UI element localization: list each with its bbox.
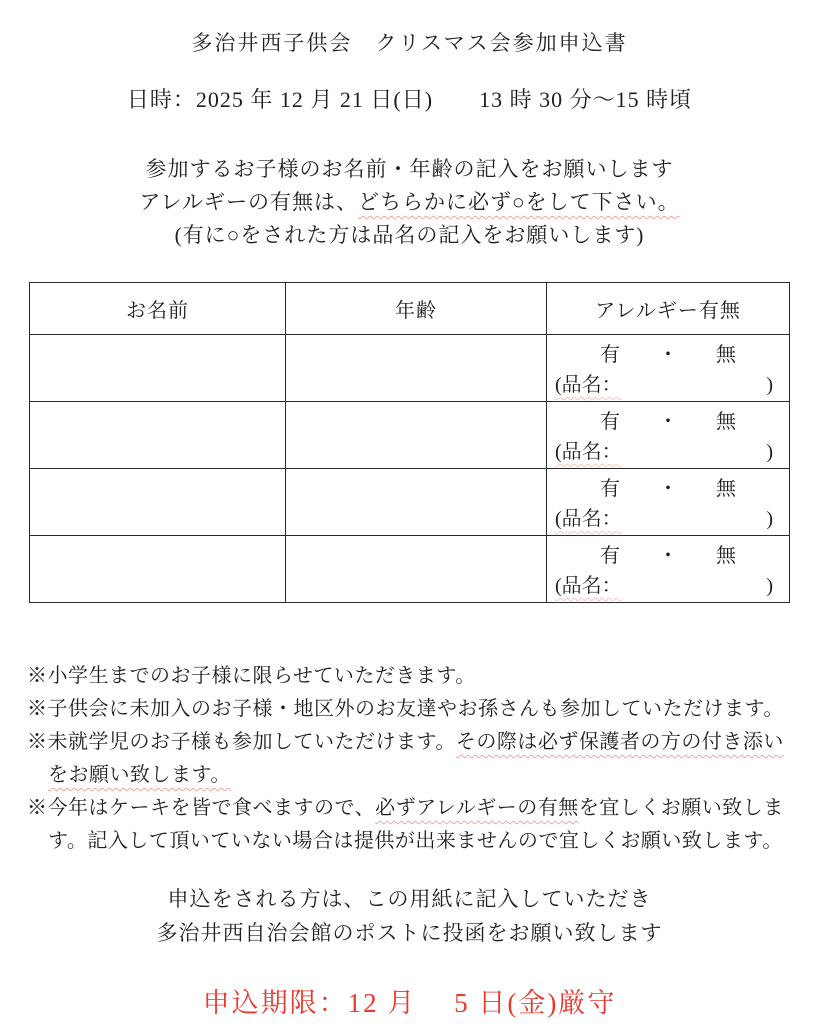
table-header-row xyxy=(30,283,790,335)
intro-line-2-underlined: どちらかに必ず○をして下さい。 xyxy=(357,190,680,214)
intro-line-2-pre: アレルギーの有無は、 xyxy=(139,190,358,214)
notes-section xyxy=(27,660,809,858)
closing-line-1: 申込をされる方は、この用紙に記入していただき xyxy=(167,887,652,911)
allergy-option-no[interactable]: 無 xyxy=(716,344,736,366)
note-text: ※小学生までのお子様に限らせていただきます。 xyxy=(27,665,476,687)
item-name-close: ) xyxy=(766,441,773,463)
note-text: す。記入して頂いていない場合は提供が出来ませんので宜しくお願い致します。 xyxy=(48,830,783,852)
name-field-cell[interactable] xyxy=(30,469,286,536)
table-row xyxy=(30,536,790,603)
note-underlined-text: をお願い致します。 xyxy=(48,764,231,786)
age-field-cell[interactable] xyxy=(286,536,547,603)
name-field-cell[interactable] xyxy=(30,335,286,402)
allergy-cell xyxy=(547,536,790,603)
note-line xyxy=(27,759,809,792)
allergy-choice-dot: ・ xyxy=(658,545,678,567)
note-text: ※今年はケーキを皆で食べますので、 xyxy=(27,797,376,819)
allergy-choice xyxy=(547,340,789,370)
participants-table xyxy=(29,282,790,603)
allergy-option-no[interactable]: 無 xyxy=(716,545,736,567)
header-age: 年齢 xyxy=(286,283,547,335)
allergy-item-field[interactable] xyxy=(547,437,789,467)
allergy-choice-dot: ・ xyxy=(658,344,678,366)
note-line xyxy=(27,693,809,726)
submission-instructions xyxy=(0,882,819,950)
note-line xyxy=(27,792,809,825)
item-name-close: ) xyxy=(766,575,773,597)
application-deadline: 申込期限：12 月 5 日(金)厳守 xyxy=(202,988,617,1018)
allergy-cell xyxy=(547,469,790,536)
table-row xyxy=(30,402,790,469)
allergy-choice xyxy=(547,474,789,504)
intro-line-2 xyxy=(0,186,819,219)
item-name-label: (品名： xyxy=(555,374,622,396)
page-title: 多治井西子供会 クリスマス会参加申込書 xyxy=(191,31,628,55)
note-line xyxy=(27,726,809,759)
closing-line-2: 多治井西自治会館のポストに投函をお願い致します xyxy=(156,921,663,945)
allergy-option-yes[interactable]: 有 xyxy=(600,344,620,366)
age-field-cell[interactable] xyxy=(286,335,547,402)
age-field-cell[interactable] xyxy=(286,402,547,469)
table-row xyxy=(30,335,790,402)
note-text: ※未就学児のお子様も参加していただけます。 xyxy=(27,731,456,753)
header-allergy: アレルギー有無 xyxy=(547,283,790,335)
intro-instructions xyxy=(0,153,819,252)
allergy-item-field[interactable] xyxy=(547,370,789,400)
allergy-option-yes[interactable]: 有 xyxy=(600,478,620,500)
allergy-choice xyxy=(547,407,789,437)
allergy-option-no[interactable]: 無 xyxy=(716,411,736,433)
item-name-close: ) xyxy=(766,508,773,530)
table-row xyxy=(30,469,790,536)
allergy-item-field[interactable] xyxy=(547,504,789,534)
allergy-choice-dot: ・ xyxy=(658,411,678,433)
allergy-cell xyxy=(547,402,790,469)
name-field-cell[interactable] xyxy=(30,536,286,603)
note-text: を宜しくお願い致しま xyxy=(578,797,784,819)
header-name: お名前 xyxy=(30,283,286,335)
note-line xyxy=(27,660,809,693)
allergy-item-field[interactable] xyxy=(547,571,789,601)
allergy-option-yes[interactable]: 有 xyxy=(600,411,620,433)
name-field-cell[interactable] xyxy=(30,402,286,469)
note-underlined-text: その際は必ず保護者の方の付き添い xyxy=(455,731,784,753)
allergy-choice-dot: ・ xyxy=(658,478,678,500)
note-text: ※子供会に未加入のお子様・地区外のお友達やお孫さんも参加していただけます。 xyxy=(27,698,784,720)
allergy-cell xyxy=(547,335,790,402)
age-field-cell[interactable] xyxy=(286,469,547,536)
item-name-close: ) xyxy=(766,374,773,396)
intro-line-1: 参加するお子様のお名前・年齢の記入をお願いします xyxy=(145,157,674,181)
item-name-label: (品名： xyxy=(555,508,622,530)
allergy-option-yes[interactable]: 有 xyxy=(600,545,620,567)
event-datetime: 日時：2025 年 12 月 21 日(日) 13 時 30 分～15 時頃 xyxy=(126,87,693,112)
item-name-label: (品名： xyxy=(555,575,622,597)
note-line xyxy=(27,825,809,858)
allergy-choice xyxy=(547,541,789,571)
intro-line-3: (有に○をされた方は品名の記入をお願いします) xyxy=(174,223,645,247)
item-name-label: (品名： xyxy=(555,441,622,463)
allergy-option-no[interactable]: 無 xyxy=(716,478,736,500)
note-underlined-text: 必ずアレルギーの有無 xyxy=(375,797,579,819)
